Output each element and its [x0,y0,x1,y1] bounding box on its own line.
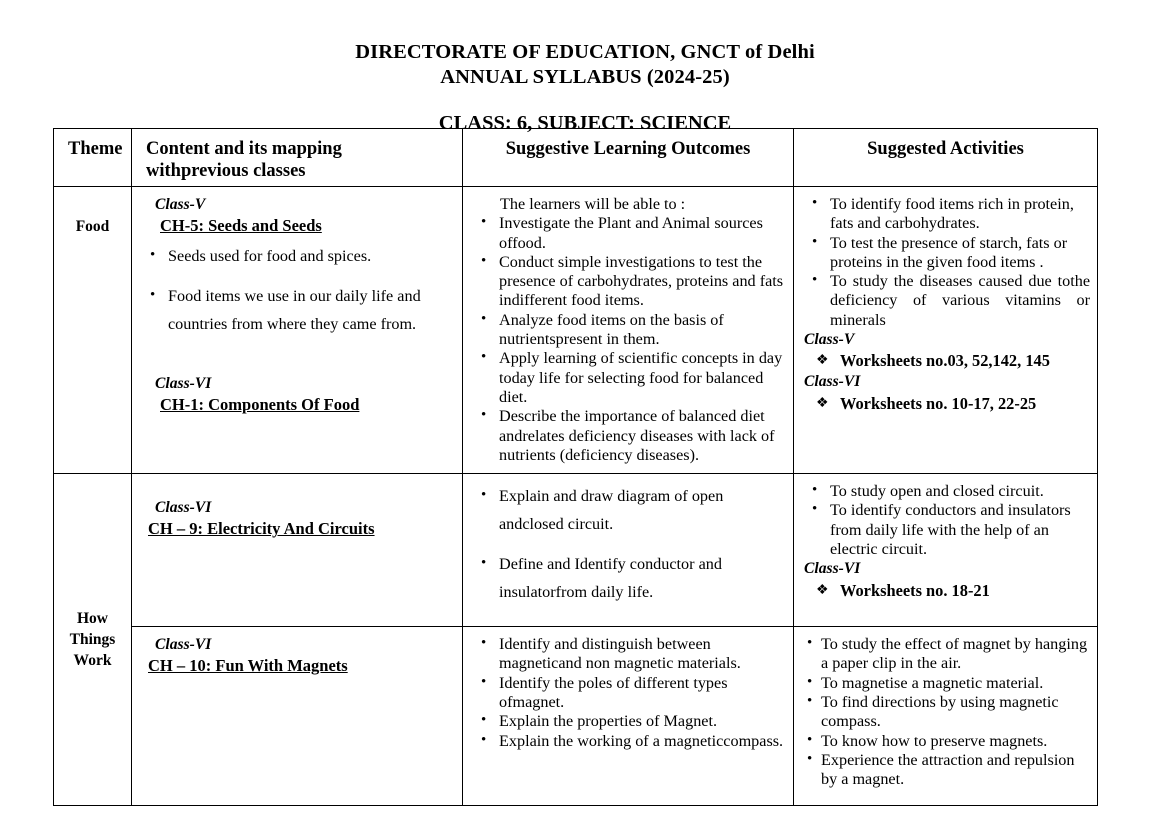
class-label-v: Class-V [155,196,206,213]
class-label-vi: Class-VI [155,374,212,392]
outcomes-cell-magnets [463,627,794,806]
heading-line-syllabus-year: ANNUAL SYLLABUS (2024-25) [440,66,730,88]
heading-line-directorate: DIRECTORATE OF EDUCATION, GNCT of Delhi [355,41,815,63]
chapter-title-ch1: CH-1: Components Of Food [160,394,360,414]
column-header-outcomes-label: Suggestive Learning Outcomes [505,139,751,159]
class-label-vi-magnets: Class-VI [155,636,212,654]
table-header-row [54,129,1098,187]
worksheet-list-electricity [804,581,1090,601]
activities-bullet-list-food [804,195,1090,330]
content-cell-food [132,187,463,474]
list-item: • Food items we use in our daily life and countries from where they came from. [142,282,455,338]
content-cell-electricity [132,474,463,627]
outcomes-bullet-list-electricity [473,482,786,606]
worksheet-list-class-vi [804,394,1090,414]
outcomes-bullet-list-magnets [473,635,786,751]
list-item: • To find directions by using magnetic compass. [804,693,1090,732]
list-item: • Analyze food items on the basis of nutrientspresent in them. [473,311,786,350]
theme-cell-how-things-work [54,474,132,806]
column-header-theme-label: Theme [68,139,123,159]
list-item: • To study the effect of magnet by hanging a paper clip in the air. [804,635,1090,674]
document-heading [0,40,1170,136]
list-item: • Investigate the Plant and Animal sources offood. [473,214,786,253]
list-item: • Apply learning of scientific concepts in day today life for selecting food for balanced diet. [473,349,786,407]
table-row-magnets [54,627,1098,806]
column-header-content-line2: withprevious classes [146,161,306,181]
content-cell-magnets [132,627,463,806]
column-header-content [132,129,463,187]
syllabus-table [53,128,1098,806]
content-bullet-list-food [142,242,455,338]
list-item: • Conduct simple investigations to test the presence of carbohydrates, proteins and fats indifferent food items. [473,253,786,311]
heading-line-class-subject: CLASS: 6, SUBJECT: SCIENCE [438,112,732,134]
table-row-electricity [54,474,1098,627]
list-item: • Seeds used for food and spices. [142,242,455,270]
chapter-title-ch5: CH-5: Seeds and Seeds [160,216,322,236]
list-item: ❖ Worksheets no. 18-21 [804,581,1090,601]
worksheet-list-class-v [804,351,1090,371]
outcomes-cell-food [463,187,794,474]
list-item: • Explain the properties of Magnet. [473,712,786,731]
list-item: ❖ Worksheets no.03, 52,142, 145 [804,351,1090,371]
list-item: • To magnetise a magnetic material. [804,674,1090,693]
table-row-food [54,187,1098,474]
list-item: • To study the diseases caused due tothe deficiency of various vitamins or minerals [804,272,1090,330]
list-item: ❖ Worksheets no. 10-17, 22-25 [804,394,1090,414]
list-item: • To identify food items rich in protein, fats and carbohydrates. [804,195,1090,234]
list-item: • Identify and distinguish between magneticand non magnetic materials. [473,635,786,674]
class-label-vi-worksheets: Class-VI [804,373,861,391]
theme-label-how-things-work: How Things Work [69,610,116,670]
column-header-theme [54,129,132,187]
chapter-title-ch9: CH – 9: Electricity And Circuits [148,519,375,539]
list-item: • To identify conductors and insulators from daily life with the help of an electric circuit. [804,501,1090,559]
outcomes-cell-electricity [463,474,794,627]
activities-cell-electricity [794,474,1098,627]
list-item: • Explain and draw diagram of open andclosed circuit. [473,482,786,538]
list-item: • Identify the poles of different types ofmagnet. [473,674,786,713]
class-label-v-worksheets: Class-V [804,331,855,349]
chapter-title-ch10: CH – 10: Fun With Magnets [148,656,348,676]
list-item: • To test the presence of starch, fats or proteins in the given food items . [804,234,1090,273]
activities-cell-food [794,187,1098,474]
list-item: • Define and Identify conductor and insulatorfrom daily life. [473,550,786,606]
column-header-content-line1: Content and its mapping [146,139,342,159]
activities-cell-magnets [794,627,1098,806]
column-header-activities [794,129,1098,187]
column-header-activities-label: Suggested Activities [867,139,1024,159]
list-item: • To know how to preserve magnets. [804,732,1090,751]
class-label-vi-electricity: Class-VI [155,499,212,517]
list-item: • Experience the attraction and repulsion by a magnet. [804,751,1090,790]
activities-bullet-list-magnets [804,635,1090,789]
spacer [142,350,455,374]
outcomes-bullet-list-food [473,214,786,465]
list-item: • Explain the working of a magneticcompass. [473,732,786,751]
theme-label-food: Food [75,218,110,235]
column-header-outcomes [463,129,794,187]
class-label-vi-worksheets-electricity: Class-VI [804,560,861,578]
theme-cell-food [54,187,132,474]
outcomes-intro-text: The learners will be able to : [500,195,686,213]
list-item: • Describe the importance of balanced diet andrelates deficiency diseases with lack of nutrients (deficiency diseases). [473,407,786,465]
list-item: • To study open and closed circuit. [804,482,1090,501]
activities-bullet-list-electricity [804,482,1090,559]
